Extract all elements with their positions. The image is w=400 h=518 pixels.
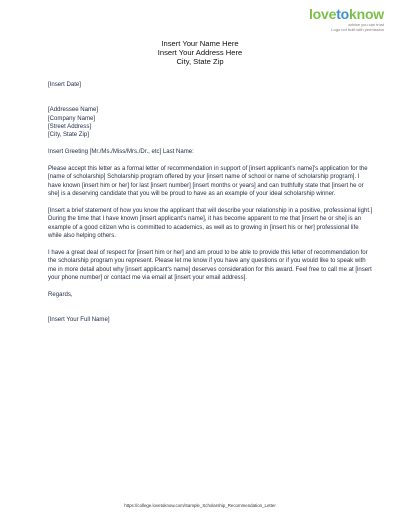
logo-wordmark — [309, 6, 384, 22]
logo-word-part3: know — [349, 6, 384, 22]
addressee-company: [Company Name] — [48, 115, 96, 122]
logo-tagline-2: Logo not built with permission — [331, 27, 384, 32]
logo-word-part2: to — [336, 6, 350, 22]
sender-address: Insert Your Address Here — [157, 47, 243, 57]
paragraph-3: I have a great deal of respect for [insert him or her] and am proud to be able to provide this letter of recommendation for the scholarship program you represent. Please let me know if you have any questions or if you would like to speak with me in more detail about why [insert applicant's name] deserves consideration for this award. Feel free to call me at [insert your phone number] or contact me via email at [insert your email address]. — [48, 250, 372, 282]
sender-block — [0, 40, 400, 66]
logo-word-part1: love — [308, 6, 337, 22]
lovetoknow-logo — [309, 6, 384, 32]
addressee-name: [Addressee Name] — [48, 107, 99, 114]
footer-url: https://college.lovetoknow.com/Sample_Scholarship_Recommendation_Letter — [124, 503, 276, 508]
logo-tagline-1: advice you can trust — [348, 22, 384, 27]
greeting: Insert Greeting [Mr./Ms./Miss/Mrs./Dr., etc] Last Name: — [48, 149, 194, 156]
paragraph-1: Please accept this letter as a formal letter of recommendation in support of [insert applicant's name]'s application for the [name of scholarship] Scholarship program offered by your [insert name of school or name of scholarship program]. I have known [insert him or her] for last [insert number] [insert months or years] and can truthfully state that [insert he or she] is a deserving candidate that you will be proud to have as an example of your ideal scholarship winner. — [48, 166, 368, 198]
addressee-city: [City, State Zip] — [48, 132, 89, 139]
sender-name: Insert Your Name Here — [161, 39, 239, 48]
signature: [Insert Your Full Name] — [48, 317, 110, 324]
closing: Regards, — [48, 292, 73, 299]
letter-date: [Insert Date] — [48, 82, 81, 88]
addressee-block — [48, 106, 373, 140]
sender-city: City, State Zip — [176, 56, 224, 66]
paragraph-2: [Insert a brief statement of how you know the applicant that will describe your relationship in a positive, professional light.] During the time that I have known [insert applicant's name], it has become apparent to me that [insert he or she] is an example of a good citizen who is committed to academics, as well as to growing in [insert his or her] professional life while also helping others. — [48, 208, 373, 240]
addressee-street: [Street Address] — [48, 124, 92, 131]
letter-body — [48, 81, 373, 325]
